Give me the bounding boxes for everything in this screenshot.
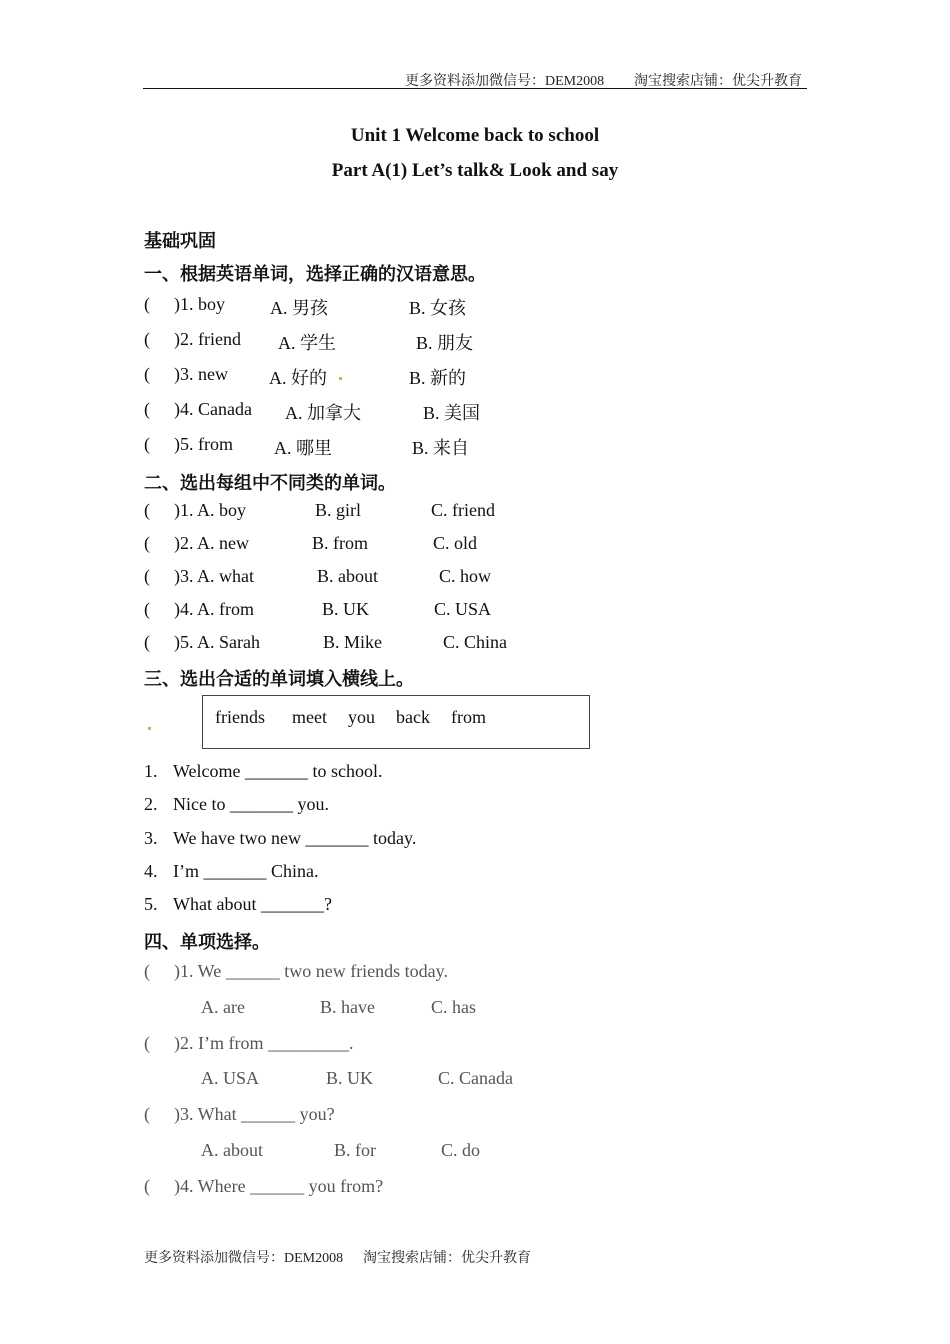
question-word: )1. boy	[174, 294, 225, 314]
option-a: )3. A. what	[174, 566, 254, 586]
question-text: )1. We ______ two new friends today.	[174, 961, 448, 981]
fill-blank-sentence: What about _______?	[173, 894, 332, 914]
option-a: )2. A. new	[174, 533, 249, 553]
option-b: B. have	[320, 997, 375, 1017]
option-b: B. 来自	[412, 438, 470, 458]
option-a: A. about	[201, 1140, 263, 1160]
answer-paren: (	[144, 566, 150, 586]
option-c: C. Canada	[438, 1068, 513, 1088]
option-c: C. China	[443, 632, 508, 652]
header-wechat: 更多资料添加微信号：DEM2008	[405, 74, 605, 89]
option-b: B. 新的	[409, 368, 467, 388]
word-bank-item: from	[451, 707, 486, 727]
section4-heading: 四、单项选择。	[144, 932, 270, 952]
word-bank-box	[202, 695, 590, 749]
option-a: )4. A. from	[174, 599, 254, 619]
option-a: A. 加拿大	[285, 403, 361, 423]
answer-paren: (	[144, 1033, 150, 1053]
question-text: )3. What ______ you?	[174, 1104, 335, 1124]
fill-blank-sentence: Welcome _______ to school.	[173, 761, 383, 781]
section-basic-heading: 基础巩固	[144, 231, 216, 251]
answer-paren: (	[144, 1104, 150, 1124]
item-number: 1.	[144, 761, 158, 781]
option-b: B. UK	[322, 599, 370, 619]
answer-paren: (	[144, 533, 150, 553]
option-a: A. 好的	[269, 368, 327, 388]
option-c: C. USA	[434, 599, 492, 619]
header-divider	[143, 88, 807, 89]
answer-paren: (	[144, 961, 150, 981]
option-b: B. girl	[315, 500, 362, 520]
unit-title: Unit 1 Welcome back to school	[350, 125, 600, 146]
answer-paren: (	[144, 399, 150, 419]
question-word: )3. new	[174, 364, 228, 384]
option-a: A. 男孩	[270, 298, 328, 318]
option-c: C. do	[441, 1140, 481, 1160]
option-b: B. about	[317, 566, 378, 586]
answer-paren: (	[144, 599, 150, 619]
option-b: B. 美国	[423, 403, 481, 423]
word-bank-item: meet	[292, 707, 327, 727]
question-text: )2. I’m from _________.	[174, 1033, 354, 1053]
option-a: A. 学生	[278, 333, 336, 353]
option-b: B. from	[312, 533, 368, 553]
option-a: A. USA	[201, 1068, 260, 1088]
option-b: B. Mike	[323, 632, 383, 652]
option-a: )5. A. Sarah	[174, 632, 260, 652]
word-bank-item: friends	[215, 707, 265, 727]
option-b: B. 朋友	[416, 333, 474, 353]
answer-paren: (	[144, 500, 150, 520]
option-b: B. 女孩	[409, 298, 467, 318]
item-number: 5.	[144, 894, 158, 914]
fill-blank-sentence: Nice to _______ you.	[173, 794, 329, 814]
footer-shop: 淘宝搜索店铺：优尖升教育	[363, 1251, 531, 1266]
stray-mark	[339, 377, 342, 380]
section1-heading: 一、根据英语单词，选择正确的汉语意思。	[144, 264, 486, 284]
answer-paren: (	[144, 434, 150, 454]
section3-heading: 三、选出合适的单词填入横线上。	[144, 669, 414, 689]
item-number: 3.	[144, 828, 158, 848]
answer-paren: (	[144, 1176, 150, 1196]
option-a: )1. A. boy	[174, 500, 246, 520]
answer-paren: (	[144, 294, 150, 314]
answer-paren: (	[144, 632, 150, 652]
option-c: C. friend	[431, 500, 495, 520]
option-c: C. how	[439, 566, 492, 586]
option-b: B. for	[334, 1140, 376, 1160]
option-c: C. has	[431, 997, 476, 1017]
question-text: )4. Where ______ you from?	[174, 1176, 384, 1196]
answer-paren: (	[144, 364, 150, 384]
section2-heading: 二、选出每组中不同类的单词。	[144, 473, 396, 493]
part-title: Part A(1) Let’s talk& Look and say	[331, 160, 619, 181]
header-shop: 淘宝搜索店铺：优尖升教育	[634, 74, 802, 89]
word-bank-item: you	[348, 707, 375, 727]
word-bank-item: back	[396, 707, 430, 727]
option-c: C. old	[433, 533, 478, 553]
item-number: 2.	[144, 794, 158, 814]
option-a: A. are	[201, 997, 245, 1017]
question-word: )4. Canada	[174, 399, 252, 419]
stray-mark	[148, 727, 151, 730]
footer-wechat: 更多资料添加微信号：DEM2008	[144, 1251, 344, 1266]
answer-paren: (	[144, 329, 150, 349]
option-a: A. 哪里	[274, 438, 332, 458]
question-word: )2. friend	[174, 329, 241, 349]
option-b: B. UK	[326, 1068, 374, 1088]
fill-blank-sentence: We have two new _______ today.	[173, 828, 417, 848]
fill-blank-sentence: I’m _______ China.	[173, 861, 319, 881]
question-word: )5. from	[174, 434, 233, 454]
item-number: 4.	[144, 861, 158, 881]
